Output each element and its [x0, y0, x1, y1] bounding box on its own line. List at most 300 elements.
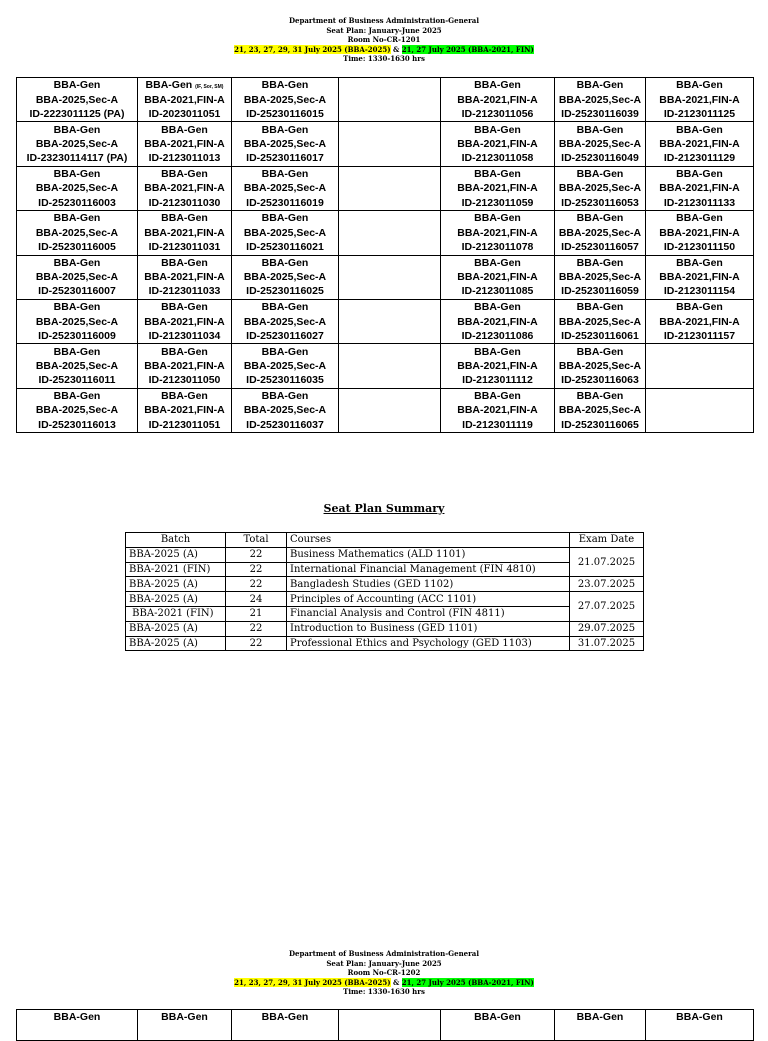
seat-program [339, 123, 440, 137]
seat-program: BBA-Gen [474, 389, 521, 402]
course-cell: Business Mathematics (ALD 1101) [287, 547, 570, 562]
summary-row [126, 562, 644, 577]
seat-student-id [339, 329, 440, 343]
seat-plan-title: Seat Plan: January-June 2025 [326, 958, 442, 968]
seat-program: BBA-Gen [53, 123, 101, 136]
seat-batch: BBA-2025,Sec-A [35, 137, 119, 150]
seat-program: BBA-Gen [261, 168, 309, 181]
seat-batch: BBA-2025,Sec-A [558, 182, 642, 195]
seat-student-id [339, 373, 440, 387]
header-total: Total [226, 533, 287, 548]
course-cell: Introduction to Business (GED 1101) [287, 621, 570, 636]
summary-row [126, 577, 644, 592]
seat-student-id: ID-25230116007 [38, 285, 116, 298]
seat-batch: BBA-2025,Sec-A [558, 226, 642, 239]
seat-cell [138, 255, 232, 299]
seat-student-id: ID-2023011051 [148, 107, 221, 120]
seat-program: BBA-Gen [261, 301, 309, 314]
seat-batch: BBA-2021,FIN-A [144, 93, 225, 106]
total-cell: 24 [226, 592, 287, 607]
summary-row [126, 592, 644, 607]
seat-batch: BBA-2025,Sec-A [558, 271, 642, 284]
seat-row [17, 211, 754, 255]
seat-student-id: ID-2123011150 [663, 241, 736, 254]
seat-batch: BBA-2025,Sec-A [558, 404, 642, 417]
seat-student-id: ID-25230116015 [246, 107, 324, 120]
seat-program: BBA-Gen [576, 345, 624, 358]
seat-cell: BBA-Gen [17, 1010, 138, 1041]
seat-student-id: ID-2123011033 [148, 285, 221, 298]
seat-student-id: ID-25230116005 [38, 241, 116, 254]
seat-batch: BBA-2021,FIN-A [457, 93, 538, 106]
seat-cell [232, 78, 339, 122]
total-cell: 22 [226, 562, 287, 577]
dates-bba-2021: 21, 27 July 2025 (BBA-2021, FIN) [401, 977, 534, 987]
seat-student-id: ID-25230116065 [561, 418, 639, 431]
seat-cell [17, 166, 138, 210]
seat-student-id: ID-25230116009 [38, 329, 116, 342]
dates-separator: & [390, 977, 402, 987]
batch-cell: BBA-2021 (FIN) [126, 606, 226, 621]
seat-program: BBA-Gen [474, 301, 521, 314]
seat-student-id: ID-25230116021 [246, 241, 324, 254]
seat-plan-title: Seat Plan: January-June 2025 [326, 25, 442, 35]
seat-batch [339, 181, 440, 195]
seat-batch: BBA-2025,Sec-A [243, 271, 327, 284]
seat-cell [138, 388, 232, 432]
seat-cell [232, 299, 339, 343]
seat-program: BBA-Gen [676, 301, 723, 314]
seat-row [17, 255, 754, 299]
seat-program: BBA-Gen [53, 301, 101, 314]
seat-row [17, 1010, 754, 1041]
seat-cell [232, 344, 339, 388]
seat-student-id: ID-25230116061 [561, 329, 639, 342]
seat-batch: BBA-2021,FIN-A [457, 404, 538, 417]
seat-program: BBA-Gen [161, 301, 208, 314]
seat-program [339, 256, 440, 270]
seat-cell [646, 166, 754, 210]
seat-program: BBA-Gen [161, 345, 208, 358]
seat-program: BBA-Gen [261, 256, 309, 269]
seat-program: BBA-Gen [676, 256, 723, 269]
seat-batch: BBA-2021,FIN-A [457, 182, 538, 195]
seat-cell [17, 211, 138, 255]
seat-student-id: ID-2123011112 [462, 374, 533, 387]
seat-student-id: ID-2123011059 [461, 196, 534, 209]
seat-batch: BBA-2025,Sec-A [243, 315, 327, 328]
seat-batch: BBA-2025,Sec-A [35, 271, 119, 284]
seat-cell [17, 299, 138, 343]
seat-cell [138, 299, 232, 343]
seat-student-id [339, 196, 440, 210]
summary-title: Seat Plan Summary [323, 502, 445, 515]
seat-row [17, 344, 754, 388]
seat-cell [646, 299, 754, 343]
dates-separator: & [390, 44, 402, 54]
seat-student-id: ID-25230116019 [246, 196, 324, 209]
exam-date-cell: 23.07.2025 [570, 577, 644, 592]
seat-program: BBA-Gen [53, 79, 101, 92]
seat-student-id: ID-2123011086 [461, 329, 534, 342]
seat-program: BBA-Gen [261, 212, 309, 225]
seat-program: BBA-Gen [261, 389, 309, 402]
course-cell: International Financial Management (FIN 4810) [287, 562, 570, 577]
seat-batch: BBA-2021,FIN-A [144, 271, 225, 284]
seat-student-id: ID-25230116063 [561, 374, 639, 387]
seat-batch: BBA-2025,Sec-A [558, 359, 642, 372]
seat-cell [441, 299, 555, 343]
seat-table-2 [16, 1009, 754, 1041]
exam-dates [0, 45, 768, 55]
seat-batch [339, 270, 440, 284]
seat-cell [17, 122, 138, 166]
seat-batch: BBA-2021,FIN-A [144, 315, 225, 328]
seat-student-id: ID-25230116039 [561, 107, 639, 120]
seat-program: BBA-Gen [261, 79, 309, 92]
seat-cell [646, 78, 754, 122]
seat-batch: BBA-2021,FIN-A [659, 182, 740, 195]
seat-cell [441, 211, 555, 255]
seat-batch: BBA-2025,Sec-A [243, 359, 327, 372]
seat-program: BBA-Gen [53, 256, 101, 269]
seat-batch [646, 403, 753, 417]
header-batch: Batch [126, 533, 226, 548]
seat-batch: BBA-2025,Sec-A [243, 182, 327, 195]
seat-student-id: ID-25230116017 [246, 152, 324, 165]
seat-cell: BBA-Gen [555, 1010, 646, 1041]
summary-header-row [126, 533, 644, 548]
seat-cell [555, 166, 646, 210]
total-cell: 22 [226, 547, 287, 562]
seat-program [339, 211, 440, 225]
summary-table [125, 532, 644, 651]
seat-student-id: ID-2123011031 [148, 241, 221, 254]
seat-program: BBA-Gen [576, 168, 624, 181]
dates-bba-2021: 21, 27 July 2025 (BBA-2021, FIN) [401, 44, 534, 54]
seat-program [646, 389, 753, 403]
seat-cell [339, 255, 441, 299]
seat-program: BBA-Gen [474, 168, 521, 181]
seat-batch: BBA-2025,Sec-A [35, 359, 119, 372]
seat-batch: BBA-2025,Sec-A [558, 93, 642, 106]
seat-student-id: ID-2123011058 [461, 152, 534, 165]
seat-batch: BBA-2021,FIN-A [144, 359, 225, 372]
batch-cell: BBA-2025 (A) [126, 547, 226, 562]
seat-student-id: ID-25230116027 [246, 329, 324, 342]
seat-cell [441, 344, 555, 388]
seat-cell [555, 122, 646, 166]
seat-cell [646, 344, 754, 388]
seat-cell [17, 388, 138, 432]
seat-batch: BBA-2025,Sec-A [558, 315, 642, 328]
exam-date-cell: 31.07.2025 [570, 636, 644, 651]
seat-program [339, 345, 440, 359]
seat-batch [339, 403, 440, 417]
seat-cell [339, 211, 441, 255]
summary-row [126, 636, 644, 651]
header-courses: Courses [287, 533, 570, 548]
course-cell: Financial Analysis and Control (FIN 4811) [287, 606, 570, 621]
seat-student-id: ID-25230116013 [38, 418, 116, 431]
seat-program: BBA-Gen [161, 123, 208, 136]
seat-program [138, 78, 231, 92]
page-header [0, 16, 768, 64]
seat-batch: BBA-2021,FIN-A [144, 226, 225, 239]
summary-row [126, 621, 644, 636]
seat-cell [339, 166, 441, 210]
seat-student-id: ID-2123011050 [148, 374, 221, 387]
seat-program: BBA-Gen [261, 123, 309, 136]
seat-cell [339, 122, 441, 166]
seat-program: BBA-Gen [53, 168, 101, 181]
seat-cell: BBA-Gen [232, 1010, 339, 1041]
seat-cell [441, 388, 555, 432]
dates-bba-2025: 21, 23, 27, 29, 31 July 2025 (BBA-2025) [234, 44, 391, 54]
seat-cell [138, 211, 232, 255]
seat-program [339, 167, 440, 181]
seat-program: BBA-Gen [576, 389, 624, 402]
seat-batch: BBA-2025,Sec-A [558, 137, 642, 150]
seat-program: BBA-Gen [53, 345, 101, 358]
batch-cell: BBA-2021 (FIN) [126, 562, 226, 577]
exam-date-cell: 27.07.2025 [570, 592, 644, 622]
seat-cell: BBA-Gen [138, 1010, 232, 1041]
department-title: Department of Business Administration-General [288, 949, 480, 958]
batch-cell: BBA-2025 (A) [126, 636, 226, 651]
seat-student-id: ID-2123011085 [461, 285, 534, 298]
seat-student-id [339, 240, 440, 254]
seat-cell [441, 166, 555, 210]
exam-time: Time: 1330-1630 hrs [343, 54, 425, 64]
total-cell: 21 [226, 606, 287, 621]
seat-program: BBA-Gen [676, 168, 723, 181]
total-cell: 22 [226, 636, 287, 651]
seat-cell [339, 1010, 441, 1041]
seat-cell [555, 255, 646, 299]
seat-program: BBA-Gen [474, 79, 521, 92]
seat-student-id: ID-25230116011 [38, 374, 116, 387]
seat-cell [138, 78, 232, 122]
course-cell: Principles of Accounting (ACC 1101) [287, 592, 570, 607]
page-header-2 [0, 949, 768, 997]
seat-cell [138, 344, 232, 388]
course-cell: Professional Ethics and Psychology (GED 1103) [287, 636, 570, 651]
seat-student-id: ID-2123011157 [663, 329, 736, 342]
seat-cell [138, 122, 232, 166]
dates-bba-2025: 21, 23, 27, 29, 31 July 2025 (BBA-2025) [234, 977, 391, 987]
room-number: Room No-CR-1201 [347, 35, 421, 45]
total-cell: 22 [226, 621, 287, 636]
seat-cell [232, 211, 339, 255]
seat-batch: BBA-2021,FIN-A [144, 182, 225, 195]
seat-student-id: ID-2123011125 [663, 107, 736, 120]
seat-student-id: ID-25230116053 [561, 196, 639, 209]
seat-program: BBA-Gen [161, 389, 208, 402]
seat-cell [339, 299, 441, 343]
seat-batch [646, 359, 753, 373]
seat-program: BBA-Gen [474, 256, 521, 269]
seat-batch [339, 359, 440, 373]
seat-program: BBA-Gen [474, 345, 521, 358]
seat-student-id: ID-2123011030 [148, 196, 221, 209]
summary-row [126, 547, 644, 562]
seat-batch: BBA-2025,Sec-A [243, 404, 327, 417]
seat-cell [339, 78, 441, 122]
seat-program: BBA-Gen [261, 345, 309, 358]
seat-batch: BBA-2025,Sec-A [243, 93, 327, 106]
total-cell: 22 [226, 577, 287, 592]
seat-student-id: ID-2123011154 [663, 285, 736, 298]
seat-cell [441, 78, 555, 122]
seat-cell [646, 388, 754, 432]
seat-cell [232, 255, 339, 299]
seat-batch: BBA-2021,FIN-A [659, 137, 740, 150]
seat-student-id [339, 151, 440, 165]
seat-batch [339, 315, 440, 329]
seat-program: BBA-Gen [676, 123, 723, 136]
seat-cell [555, 388, 646, 432]
seat-program: BBA-Gen [576, 256, 624, 269]
exam-dates [0, 978, 768, 988]
seat-batch: BBA-2021,FIN-A [457, 137, 538, 150]
seat-student-id: ID-2123011078 [461, 241, 534, 254]
seat-batch: BBA-2021,FIN-A [144, 137, 225, 150]
seat-program: BBA-Gen [53, 212, 101, 225]
seat-row [17, 299, 754, 343]
seat-batch: BBA-2025,Sec-A [35, 226, 119, 239]
seat-program: BBA-Gen [576, 212, 624, 225]
seat-cell [339, 344, 441, 388]
seat-program: BBA-Gen [161, 256, 208, 269]
seat-student-id: ID-25230116037 [246, 418, 324, 431]
seat-cell [17, 344, 138, 388]
summary-row [126, 606, 644, 621]
seat-program: BBA-Gen [53, 389, 101, 402]
seat-batch: BBA-2025,Sec-A [35, 404, 119, 417]
seat-row [17, 122, 754, 166]
seat-cell [17, 78, 138, 122]
seat-batch [339, 137, 440, 151]
seat-cell: BBA-Gen [441, 1010, 555, 1041]
seat-cell [441, 122, 555, 166]
seat-batch: BBA-2021,FIN-A [659, 271, 740, 284]
seat-student-id: ID-2123011013 [148, 152, 221, 165]
seat-student-id: ID-2123011056 [461, 107, 534, 120]
seat-cell [441, 255, 555, 299]
seat-batch: BBA-2021,FIN-A [457, 226, 538, 239]
seat-program: BBA-Gen [576, 301, 624, 314]
seat-student-id [339, 107, 440, 121]
seat-student-id [339, 284, 440, 298]
seat-table [16, 77, 754, 433]
seat-batch: BBA-2021,FIN-A [659, 93, 740, 106]
seat-cell [555, 211, 646, 255]
seat-program: BBA-Gen [161, 212, 208, 225]
seat-student-id [339, 418, 440, 432]
seat-cell [232, 388, 339, 432]
seat-program: BBA-Gen [676, 212, 723, 225]
seat-cell [339, 388, 441, 432]
seat-student-id: ID-23230114117 (PA) [26, 152, 128, 165]
exam-date-cell: 29.07.2025 [570, 621, 644, 636]
course-cell: Bangladesh Studies (GED 1102) [287, 577, 570, 592]
room-number: Room No-CR-1202 [347, 968, 421, 978]
seat-batch: BBA-2021,FIN-A [659, 315, 740, 328]
seat-batch [339, 226, 440, 240]
seat-student-id: ID-2123011129 [663, 152, 736, 165]
seat-batch: BBA-2021,FIN-A [457, 271, 538, 284]
seat-cell: BBA-Gen [646, 1010, 754, 1041]
batch-cell: BBA-2025 (A) [126, 621, 226, 636]
seat-student-id: ID-25230116057 [561, 241, 639, 254]
seat-batch [339, 93, 440, 107]
seat-student-id: ID-25230116035 [246, 374, 324, 387]
department-title: Department of Business Administration-General [288, 16, 480, 25]
header-exam-date: Exam Date [570, 533, 644, 548]
seat-student-id: ID-25230116049 [561, 152, 639, 165]
seat-program: BBA-Gen [474, 123, 521, 136]
seat-batch: BBA-2025,Sec-A [243, 226, 327, 239]
seat-student-id [646, 373, 753, 387]
seat-batch: BBA-2021,FIN-A [457, 315, 538, 328]
seat-cell [646, 255, 754, 299]
exam-time: Time: 1330-1630 hrs [343, 987, 425, 997]
seat-batch: BBA-2025,Sec-A [243, 137, 327, 150]
seat-cell [646, 122, 754, 166]
seat-batch: BBA-2025,Sec-A [35, 93, 119, 106]
seat-cell [138, 166, 232, 210]
seat-student-id: ID-25230116025 [246, 285, 324, 298]
seat-program: BBA-Gen [474, 212, 521, 225]
exam-date-cell: 21.07.2025 [570, 547, 644, 577]
seat-batch: BBA-2021,FIN-A [457, 359, 538, 372]
seat-row [17, 166, 754, 210]
seat-row [17, 388, 754, 432]
seat-cell [17, 255, 138, 299]
seat-student-id: ID-2123011133 [663, 196, 736, 209]
seat-cell [232, 122, 339, 166]
seat-batch: BBA-2021,FIN-A [659, 226, 740, 239]
seat-student-id: ID-2123011051 [148, 418, 221, 431]
seat-student-id [646, 418, 753, 432]
seat-cell [555, 299, 646, 343]
seat-sub-tag: (IF, Sor, SM) [195, 84, 224, 91]
seat-student-id: ID-2123011034 [148, 329, 221, 342]
seat-program: BBA-Gen [576, 123, 624, 136]
seat-program [646, 345, 753, 359]
seat-program: BBA-Gen [576, 79, 624, 92]
batch-cell: BBA-2025 (A) [126, 592, 226, 607]
seat-student-id: ID-2223011125 (PA) [29, 107, 125, 120]
seat-student-id: ID-2123011119 [462, 418, 533, 431]
seat-student-id: ID-25230116059 [561, 285, 639, 298]
seat-batch: BBA-2021,FIN-A [144, 404, 225, 417]
batch-cell: BBA-2025 (A) [126, 577, 226, 592]
seat-program [339, 389, 440, 403]
seat-row [17, 78, 754, 122]
seat-batch: BBA-2025,Sec-A [35, 182, 119, 195]
seat-program: BBA-Gen [161, 168, 208, 181]
seat-student-id: ID-25230116003 [38, 196, 116, 209]
seat-batch: BBA-2025,Sec-A [35, 315, 119, 328]
seat-cell [646, 211, 754, 255]
seat-cell [555, 78, 646, 122]
seat-cell [555, 344, 646, 388]
seat-program: BBA-Gen [676, 79, 723, 92]
seat-program [339, 300, 440, 314]
seat-cell [232, 166, 339, 210]
